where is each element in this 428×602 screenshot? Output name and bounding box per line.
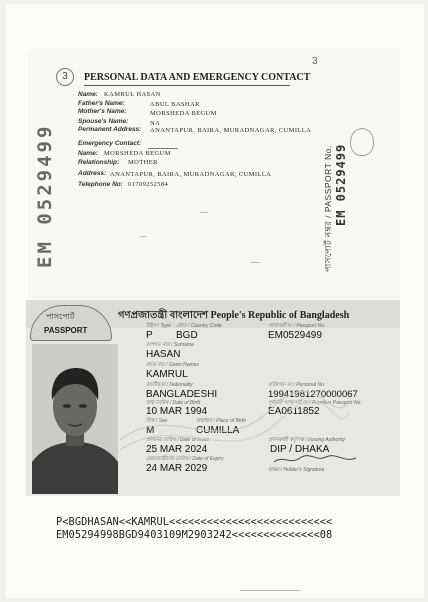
surname-label: বংশগত নাম / Surname xyxy=(146,342,194,348)
father-label: Father's Name: xyxy=(78,100,125,107)
corner-mark: 3 xyxy=(312,56,318,67)
vertical-passport-number: EM 0529499 xyxy=(334,143,348,226)
pob-label: জন্মস্থান / Place of Birth xyxy=(196,418,246,424)
emblem-icon xyxy=(350,128,374,156)
nationality-value: BANGLADESHI xyxy=(146,389,218,400)
holder-photo xyxy=(32,344,118,494)
spouse-value: NA xyxy=(150,120,161,127)
passport-badge-bengali: পাসপোর্ট xyxy=(46,312,75,321)
expiry-date-value: 24 MAR 2029 xyxy=(146,463,208,474)
given-names-value: KAMRUL xyxy=(146,369,188,380)
scan-speck xyxy=(140,236,146,237)
scan-edge xyxy=(240,590,300,591)
expiry-date-label: মেয়াদোত্তীর্ণের তারিখ / Date of Expiry xyxy=(146,456,224,462)
permanent-address-value: ANANTAPUR, BAIRA, MURADNAGAR, CUMILLA xyxy=(150,127,312,134)
passport-no-label: পাসপোর্ট নং / Passport No. xyxy=(268,323,326,329)
mother-label: Mother's Name: xyxy=(78,108,127,115)
spouse-label: Spouse's Name: xyxy=(78,118,129,125)
name-value: KAMRUL HASAN xyxy=(104,91,161,98)
page-number: 3 xyxy=(56,68,74,86)
type-label: টাইপ / Type xyxy=(146,323,172,329)
relationship-value: MOTHER xyxy=(128,159,158,166)
dob-value: 10 MAR 1994 xyxy=(146,406,208,417)
country-name: গণপ্রজাতন্ত্রী বাংলাদেশ People's Republic of Bangladesh xyxy=(118,310,350,321)
emergency-address-label: Address: xyxy=(78,170,107,177)
issue-date-value: 25 MAR 2024 xyxy=(146,444,208,455)
previous-passport-value: EA0611852 xyxy=(268,406,320,417)
passport-badge-english: PASSPORT xyxy=(44,326,88,335)
guilloche-pattern xyxy=(120,340,350,470)
emergency-name-label: Name: xyxy=(78,150,98,157)
permanent-address-label: Permanent Address: xyxy=(78,126,142,133)
issue-date-label: প্রদানের তারিখ / Date of Issue xyxy=(146,437,210,443)
personal-no-label: ব্যক্তিগত নং / Personal No. xyxy=(268,382,326,388)
mrz-line-2: EM05294998BGD9403109M2903242<<<<<<<<<<<<<<08 xyxy=(56,529,333,541)
previous-passport-label: পূর্ববর্তী পাসপোর্ট নং / Previous Passport No. xyxy=(268,400,362,406)
nationality-label: জাতীয়তা / Nationality xyxy=(146,382,193,388)
perforated-passport-number: EM 0529499 xyxy=(34,123,56,268)
name-label: Name: xyxy=(78,91,98,98)
surname-value: HASAN xyxy=(146,349,181,360)
given-names-label: প্রদত্ত নাম / Given Names xyxy=(146,362,199,368)
sex-value: M xyxy=(146,425,155,436)
personal-no-value: 19941981270000067 xyxy=(268,389,358,400)
title-underline xyxy=(84,85,290,86)
country-code-label: কোড / Country Code xyxy=(176,323,222,329)
signature-label: স্বাক্ষর / Holder's Signature xyxy=(268,467,325,473)
authority-value: DIP / DHAKA xyxy=(270,444,330,455)
pob-value: CUMILLA xyxy=(196,425,240,436)
authority-label: প্রদানকারী কর্তৃপক্ষ / Issuing Authority xyxy=(268,437,345,443)
sex-label: লিঙ্গ / Sex xyxy=(146,418,168,424)
emergency-contact-title: Emergency Contact: xyxy=(78,140,142,147)
scan-speck xyxy=(250,262,260,263)
emergency-name-value: MORSHEDA BEGUM xyxy=(104,150,171,157)
scan-speck xyxy=(200,212,208,213)
vertical-passport-label: পাসপোর্ট নম্বর / PASSPORT No. xyxy=(323,145,333,272)
emergency-underline xyxy=(148,148,178,149)
section-title: PERSONAL DATA AND EMERGENCY CONTACT xyxy=(84,72,311,83)
passport-no-value: EM0529499 xyxy=(268,330,322,341)
mrz-line-1: P<BGDHASAN<<KAMRUL<<<<<<<<<<<<<<<<<<<<<<<<<< xyxy=(56,516,333,528)
dob-label: জন্ম তারিখ / Date of Birth xyxy=(146,400,201,406)
telephone-label: Telephone No: xyxy=(78,181,123,188)
relationship-label: Relationship: xyxy=(78,159,120,166)
father-value: ABUL BASHAR xyxy=(150,101,200,108)
country-code-value: BGD xyxy=(176,330,198,341)
emergency-address-value: ANANTAPUR, BAIRA, MURADNAGAR, CUMILLA xyxy=(110,171,272,178)
type-value: P xyxy=(146,330,153,341)
telephone-value: 01709252584 xyxy=(128,181,169,188)
mother-value: MORSHEDA BEGUM xyxy=(150,110,217,117)
